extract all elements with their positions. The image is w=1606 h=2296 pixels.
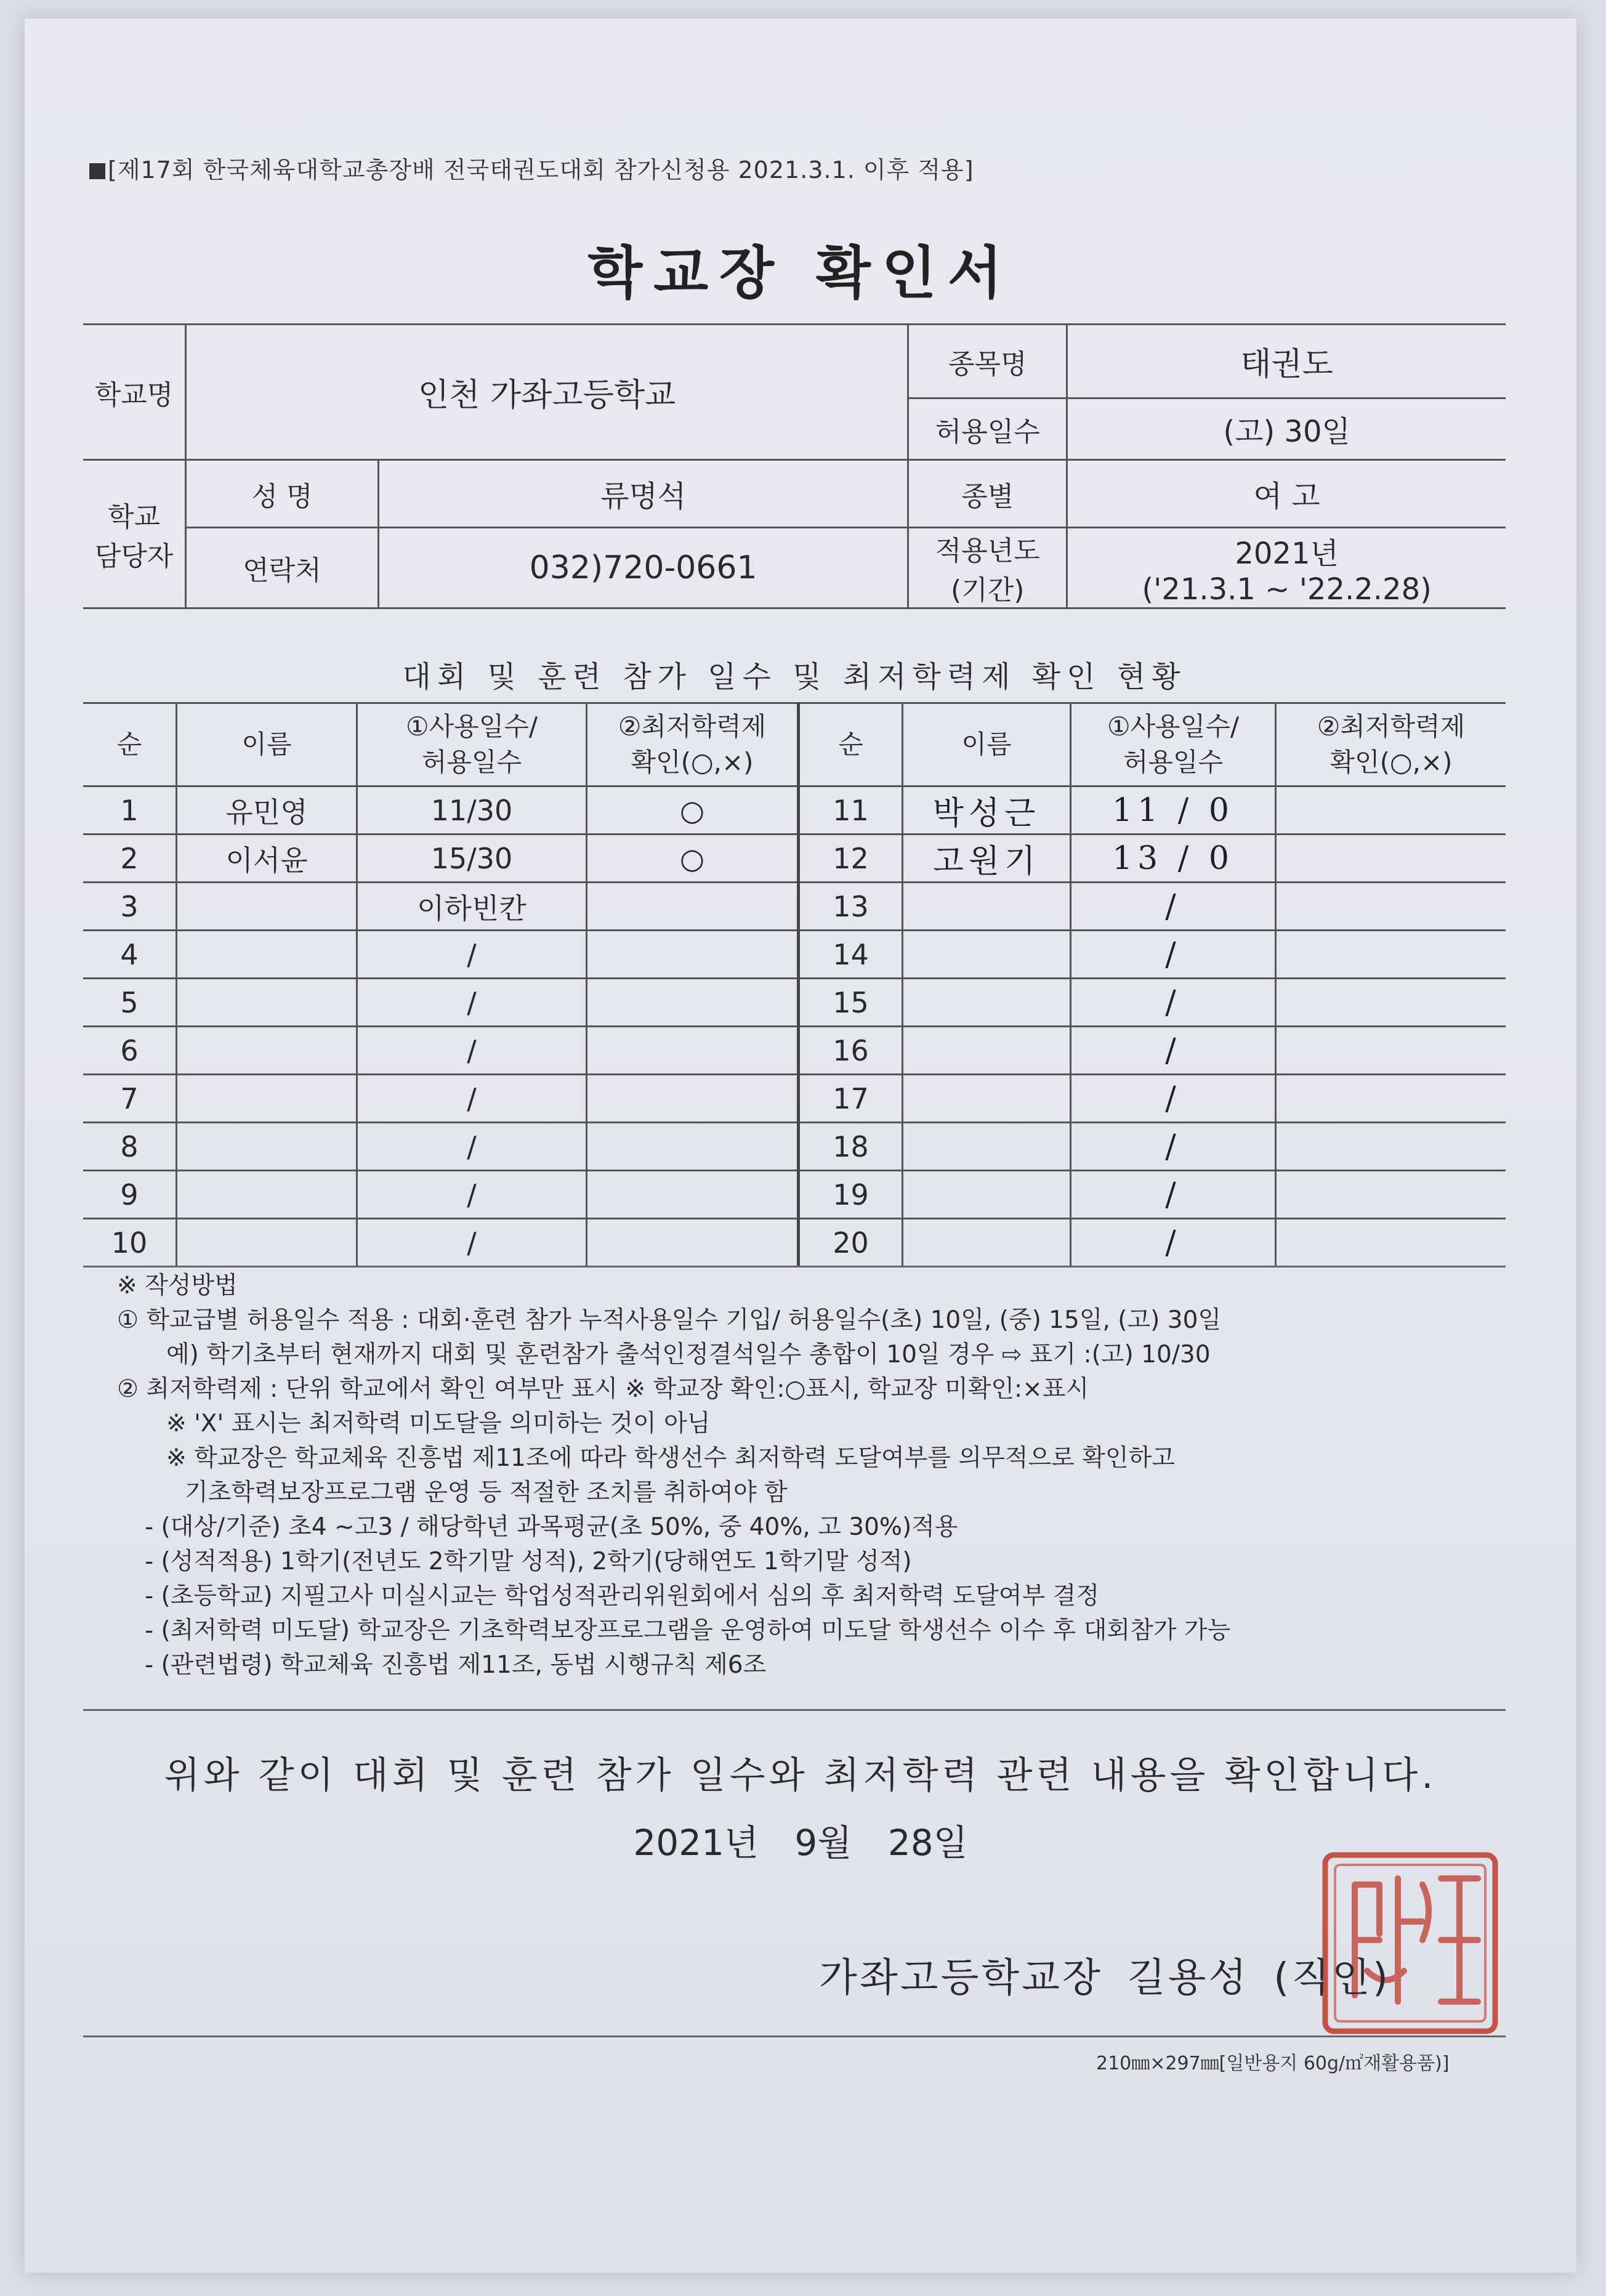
note-line: - (관련법령) 학교체육 진흥법 제11조, 동법 시행규칙 제6조: [145, 1651, 767, 1679]
divider: [83, 2035, 1506, 2037]
seal-label: (직인): [1273, 1955, 1390, 2001]
header-check: ②최저학력제 확인(○,×): [587, 703, 799, 786]
row-days: /: [357, 1123, 587, 1171]
note-line: 기초학력보장프로그램 운영 등 적절한 조치를 취하여야 함: [185, 1479, 788, 1506]
row-days: 11/30: [357, 786, 587, 835]
table-row: [83, 1027, 1506, 1075]
confirmation-statement: 위와 같이 대회 및 훈련 참가 일수와 최저학력 관련 내용을 확인합니다.: [164, 1754, 1437, 1797]
allowed-days-label: 허용일수: [908, 398, 1067, 460]
row-check: [1276, 1171, 1506, 1219]
row-no: 12: [799, 835, 903, 883]
event-label: 종목명: [908, 325, 1067, 398]
table-row: [83, 786, 1506, 835]
row-name: 박성근: [903, 786, 1071, 835]
roster-subheading: 대회 및 훈련 참가 일수 및 최저학력제 확인 현황: [402, 660, 1187, 694]
table-row: [83, 979, 1506, 1027]
row-days: /: [1071, 883, 1276, 931]
row-no: 9: [83, 1171, 177, 1219]
row-check: [587, 1123, 799, 1171]
row-name: 유민영: [177, 786, 357, 835]
row-days: /: [357, 1027, 587, 1075]
row-check: [1276, 931, 1506, 979]
row-check: [1276, 883, 1506, 931]
year-label: 적용년도 (기간): [908, 528, 1067, 608]
header-name: 이름: [177, 703, 357, 786]
row-no: 14: [799, 931, 903, 979]
row-check: ○: [587, 835, 799, 883]
row-no: 4: [83, 931, 177, 979]
row-check: [587, 1027, 799, 1075]
instructions-notes: [117, 1269, 1503, 1683]
row-no: 8: [83, 1123, 177, 1171]
phone-label: 연락처: [186, 528, 379, 608]
header-days: ①사용일수/ 허용일수: [357, 703, 587, 786]
row-no: 17: [799, 1075, 903, 1123]
school-info-table: [83, 323, 1506, 609]
row-check: [1276, 786, 1506, 835]
divider: [83, 1709, 1506, 1711]
row-check: [1276, 1123, 1506, 1171]
row-check: [587, 979, 799, 1027]
row-no: 3: [83, 883, 177, 931]
row-no: 1: [83, 786, 177, 835]
row-name: [177, 1123, 357, 1171]
note-line: ※ 작성방법: [117, 1272, 238, 1300]
row-name: [903, 931, 1071, 979]
note-line: - (대상/기준) 초4 ~고3 / 해당학년 과목평균(초 50%, 중 40%, 고 30%)적용: [145, 1513, 958, 1541]
school-name-value: 인천 가좌고등학교: [186, 325, 908, 460]
header-days: ①사용일수/ 허용일수: [1071, 703, 1276, 786]
page-title: 학교장 확인서: [587, 240, 1014, 306]
type-value: 여 고: [1067, 460, 1506, 528]
event-value: 태권도: [1067, 325, 1506, 398]
row-check: [1276, 835, 1506, 883]
row-check: [587, 931, 799, 979]
row-check: [587, 1219, 799, 1267]
row-days: /: [1071, 931, 1276, 979]
table-row: [83, 1219, 1506, 1267]
document-page: [25, 18, 1576, 2273]
row-no: 11: [799, 786, 903, 835]
note-line: - (초등학교) 지필고사 미실시교는 학업성적관리위원회에서 심의 후 최저학력 도달여부 결정: [145, 1582, 1100, 1610]
divider: [83, 1266, 1506, 1267]
roster-table: [83, 702, 1506, 1267]
row-days: /: [1071, 1027, 1276, 1075]
year-value: 2021년 ('21.3.1 ~ '22.2.28): [1067, 528, 1506, 608]
row-no: 16: [799, 1027, 903, 1075]
square-bullet-icon: [89, 163, 105, 179]
contact-name-value: 류명석: [379, 460, 908, 528]
row-name: [177, 931, 357, 979]
row-check: [1276, 979, 1506, 1027]
row-no: 7: [83, 1075, 177, 1123]
row-check: ○: [587, 786, 799, 835]
row-name: [177, 1075, 357, 1123]
row-name: [177, 883, 357, 931]
confirmation-date: 2021년 9월 28일: [633, 1822, 968, 1864]
row-days: /: [357, 1219, 587, 1267]
table-row: [83, 1171, 1506, 1219]
allowed-days-value: (고) 30일: [1067, 398, 1506, 460]
header-note: [제17회 한국체육대학교총장배 전국태권도대회 참가신청용 2021.3.1. 이후 적용]: [89, 151, 974, 185]
row-days: /: [1071, 1219, 1276, 1267]
row-days: 이하빈칸: [357, 883, 587, 931]
row-days: 13 / 0: [1071, 835, 1276, 883]
row-name: [903, 1027, 1071, 1075]
row-name: [903, 979, 1071, 1027]
row-no: 15: [799, 979, 903, 1027]
note-line: - (최저학력 미도달) 학교장은 기초학력보장프로그램을 운영하여 미도달 학생선수 이수 후 대회참가 가능: [145, 1617, 1231, 1644]
table-row: [83, 1075, 1506, 1123]
row-no: 20: [799, 1219, 903, 1267]
contact-group-label: 학교 담당자: [83, 460, 186, 608]
row-check: [1276, 1027, 1506, 1075]
signature-line: [819, 1946, 1390, 2003]
table-row: [83, 931, 1506, 979]
contact-name-label: 성 명: [186, 460, 379, 528]
row-check: [1276, 1075, 1506, 1123]
row-name: [177, 979, 357, 1027]
row-name: [177, 1219, 357, 1267]
note-line: ② 최저학력제 : 단위 학교에서 확인 여부만 표시 ※ 학교장 확인:○표시, 학교장 미확인:×표시: [117, 1375, 1089, 1403]
row-no: 18: [799, 1123, 903, 1171]
header-no: 순: [799, 703, 903, 786]
row-days: /: [1071, 1123, 1276, 1171]
note-line: ※ 'X' 표시는 최저학력 미도달을 의미하는 것이 아님: [166, 1410, 711, 1437]
note-line: ※ 학교장은 학교체육 진흥법 제11조에 따라 학생선수 최저학력 도달여부를 의무적으로 확인하고: [166, 1444, 1175, 1472]
note-line: 예) 학기초부터 현재까지 대회 및 훈련참가 출석인정결석일수 총합이 10일 경우 ⇨ 표기 :(고) 10/30: [166, 1341, 1211, 1368]
row-days: /: [1071, 1075, 1276, 1123]
row-name: [903, 1123, 1071, 1171]
row-days: /: [1071, 979, 1276, 1027]
official-seal-icon: [1318, 1848, 1503, 2039]
row-name: 이서윤: [177, 835, 357, 883]
phone-value: 032)720-0661: [379, 528, 908, 608]
note-line: ① 학교급별 허용일수 적용 : 대회·훈련 참가 누적사용일수 기입/ 허용일수(초) 10일, (중) 15일, (고) 30일: [117, 1306, 1222, 1334]
row-days: 15/30: [357, 835, 587, 883]
table-row: [83, 1123, 1506, 1171]
header-name: 이름: [903, 703, 1071, 786]
row-name: [903, 1171, 1071, 1219]
row-no: 10: [83, 1219, 177, 1267]
note-line: - (성적적용) 1학기(전년도 2학기말 성적), 2학기(당해연도 1학기말 성적): [145, 1548, 912, 1575]
row-name: [903, 883, 1071, 931]
row-no: 2: [83, 835, 177, 883]
row-days: /: [357, 1075, 587, 1123]
row-no: 13: [799, 883, 903, 931]
school-name-label: 학교명: [83, 325, 186, 460]
principal-name: 길용성: [1127, 1955, 1249, 2001]
row-name: [903, 1075, 1071, 1123]
row-no: 6: [83, 1027, 177, 1075]
row-name: [903, 1219, 1071, 1267]
row-check: [587, 1075, 799, 1123]
row-days: 11 / 0: [1071, 786, 1276, 835]
row-days: /: [1071, 1171, 1276, 1219]
row-no: 5: [83, 979, 177, 1027]
header-no: 순: [83, 703, 177, 786]
table-row: [83, 835, 1506, 883]
row-name: 고원기: [903, 835, 1071, 883]
row-name: [177, 1027, 357, 1075]
header-check: ②최저학력제 확인(○,×): [1276, 703, 1506, 786]
table-row: [83, 883, 1506, 931]
type-label: 종별: [908, 460, 1067, 528]
row-days: /: [357, 1171, 587, 1219]
row-check: [587, 883, 799, 931]
row-no: 19: [799, 1171, 903, 1219]
row-check: [587, 1171, 799, 1219]
paper-spec-footer: 210㎜×297㎜[일반용지 60g/㎡재활용품)]: [1096, 2053, 1450, 2074]
row-days: /: [357, 979, 587, 1027]
row-check: [1276, 1219, 1506, 1267]
row-days: /: [357, 931, 587, 979]
principal-title: 가좌고등학교장: [819, 1955, 1103, 2001]
row-name: [177, 1171, 357, 1219]
